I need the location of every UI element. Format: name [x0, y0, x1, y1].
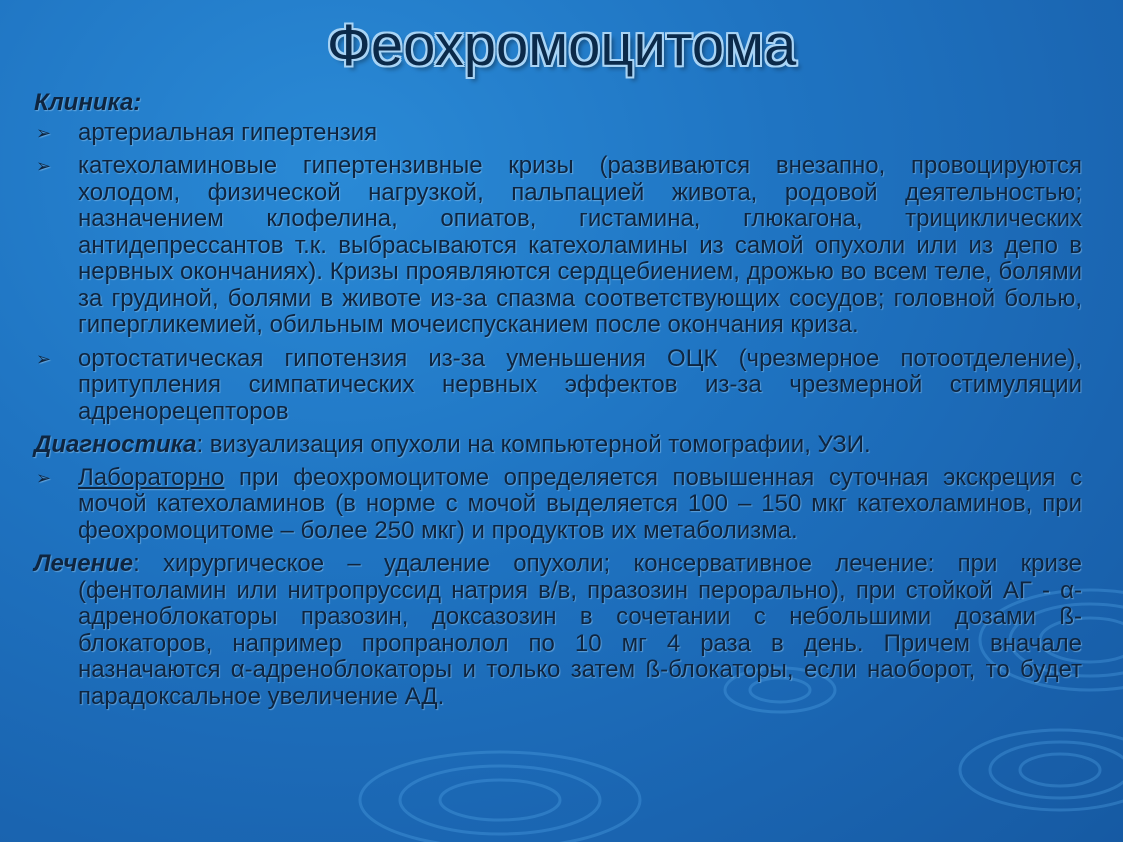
diagnostics-heading: Диагностика [34, 431, 197, 458]
treatment-text: : хирургическое – удаление опухоли; консервативное лечение: при кризе (фентоламин или нитропруссид натрия в/в, празозин перорально), при стойкой АГ - α-адреноблокаторы празозин, доксазозин в сочетании с небольшими дозами ß-блокаторов, например пропранолол по 10 мг 4 раза в день. Причем вначале назначаются α-адреноблокаторы и только затем ß-блокаторы, если наоборот, то будет парадоксальное увеличение АД. [78, 550, 1082, 710]
treatment-paragraph [34, 551, 1082, 710]
lab-text: при феохромоцитоме определяется повышенная суточная экскреция с мочой катехоламинов (в норме с мочой выделяется 100 – 150 мкг катехоламинов, при феохромоцитоме – более 250 мкг) и продуктов их метаболизма. [78, 463, 1082, 544]
arrow-bullet-icon: ➢ [36, 467, 52, 488]
diagnostics-text: : визуализация опухоли на компьютерной томографии, УЗИ. [196, 431, 871, 458]
slide-content [34, 90, 1082, 716]
clinic-item-text: ортостатическая гипотензия из-за уменьшения ОЦК (чрезмерное потоотделение), притупления симпатических нервных эффектов из-за чрезмерной стимуляции адренорецепторов [78, 344, 1082, 425]
arrow-bullet-icon: ➢ [36, 156, 52, 176]
clinic-item-text: катехоламиновые гипертензивные кризы (развиваются внезапно, провоцируются холодом, физической нагрузкой, пальпацией живота, родовой деятельностью; назначением клофелина, опиатов, гистамина, глюкагона, трициклических антидепрессантов т.к. выбрасываются катехоламины из самой опухоли или из депо в нервных окончаниях). Кризы проявляются сердцебиением, дрожью во всем теле, болями за грудиной, болями в животе из-за спазма соответствующих сосудов; головной болью, гипергликемией, обильным мочеиспусканием после окончания криза. [78, 152, 1082, 338]
treatment-heading: Лечение [34, 550, 134, 577]
list-item [34, 465, 1082, 545]
arrow-bullet-icon: ➢ [36, 348, 52, 369]
list-item [34, 120, 1082, 147]
arrow-bullet-icon: ➢ [36, 122, 52, 143]
clinic-item-text: артериальная гипертензия [78, 118, 378, 146]
diagnostics-list [34, 465, 1082, 545]
diagnostics-paragraph [34, 432, 1082, 459]
lab-label: Лабораторно [78, 463, 225, 491]
slide-title: Феохромоцитома [326, 13, 797, 78]
list-item [34, 153, 1082, 339]
list-item [34, 346, 1082, 426]
clinic-list [34, 120, 1082, 426]
clinic-heading: Клиника: [34, 89, 142, 116]
